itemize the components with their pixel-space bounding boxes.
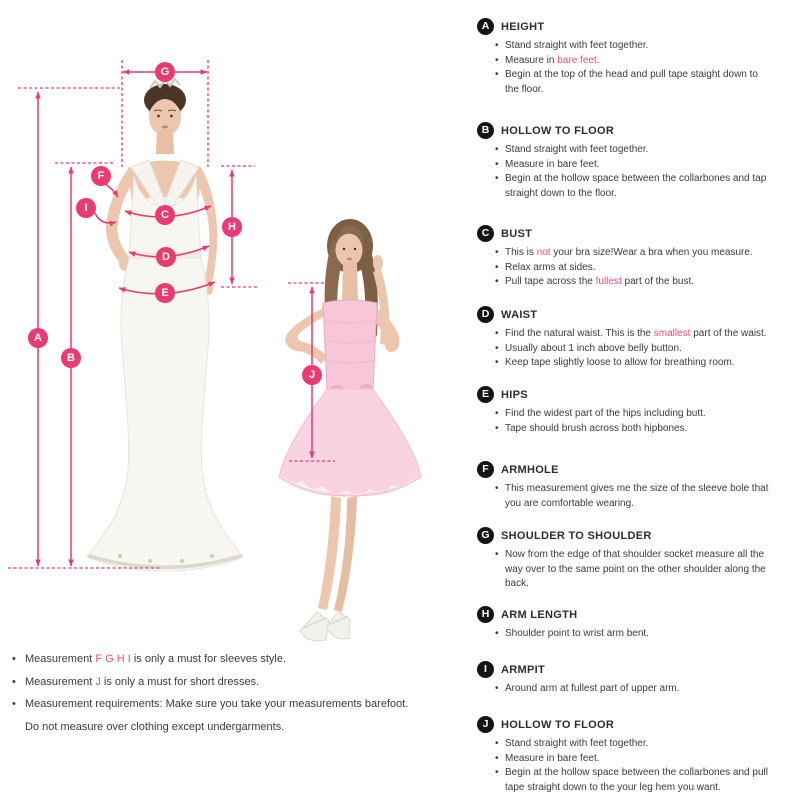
text-segment: is only a must for sleeves style. — [130, 653, 287, 665]
figures-illustration — [0, 0, 470, 650]
text-segment: Find the natural waist. This is the — [505, 328, 654, 339]
section-title: WAIST — [501, 308, 538, 321]
text-segment-highlight: not — [536, 247, 551, 258]
bullet-dot: • — [495, 54, 499, 66]
text-segment-highlight: F G H I — [95, 653, 131, 665]
section-armpit — [477, 661, 799, 697]
instruction — [495, 39, 799, 54]
instruction — [495, 766, 799, 781]
text-segment: part of the bust. — [621, 276, 694, 287]
instruction — [495, 246, 799, 261]
instruction — [495, 327, 799, 342]
instruction — [495, 54, 799, 69]
section-title: SHOULDER TO SHOULDER — [501, 529, 652, 542]
instruction-text — [505, 54, 600, 69]
section-title: ARMHOLE — [501, 463, 559, 476]
instruction-text — [505, 246, 753, 261]
instruction-text — [505, 261, 596, 276]
bullet-dot: • — [495, 261, 499, 273]
letter-badge: A — [477, 18, 494, 35]
bullet-dot: • — [495, 40, 499, 51]
section-arm-length — [477, 606, 799, 642]
text-segment: Measurement — [25, 653, 96, 665]
instruction-text — [505, 482, 768, 497]
footnote — [12, 648, 472, 671]
section-height — [477, 18, 799, 97]
instruction-text — [505, 781, 721, 796]
instruction-text — [505, 682, 680, 697]
text-segment: Keep tape slightly loose to allow for breathing room. — [505, 357, 735, 368]
text-segment: Relax arms at sides. — [505, 261, 596, 273]
text-segment: your bra size!Wear a bra when you measure. — [550, 247, 753, 258]
text-segment-highlight: fullest — [595, 276, 622, 287]
instruction-text — [505, 83, 543, 98]
bullet-dot: • — [495, 144, 499, 155]
text-segment-highlight: J — [95, 675, 101, 688]
section-title: HEIGHT — [501, 20, 545, 33]
instruction-continuation — [495, 187, 799, 202]
section-hips — [477, 386, 799, 436]
section-header — [477, 716, 799, 733]
instruction — [495, 682, 799, 697]
text-segment: Measure in bare feet. — [505, 158, 600, 170]
instruction-text — [505, 275, 694, 290]
section-header — [477, 306, 799, 323]
letter-badge: E — [477, 386, 494, 403]
instruction-text — [505, 39, 648, 54]
text-segment: part of the waist. — [690, 328, 767, 339]
bullet-dot: • — [495, 408, 499, 419]
text-segment: Around arm at fullest part of upper arm. — [505, 683, 680, 694]
measure-label-e: E — [155, 283, 175, 303]
instruction-text — [505, 548, 764, 563]
instruction-continuation — [495, 563, 799, 578]
text-segment: Pull tape across the — [505, 276, 596, 287]
section-title: HOLLOW TO FLOOR — [501, 718, 615, 731]
instruction — [495, 261, 799, 276]
instruction-text — [505, 143, 648, 158]
measure-label-j: J — [302, 365, 322, 385]
footnote-text — [25, 716, 284, 739]
bullet-dot: • — [495, 628, 499, 639]
measure-label-i: I — [76, 198, 96, 218]
instruction-text — [505, 158, 600, 173]
text-segment: Do not measure over clothing except undergarments. — [25, 720, 285, 733]
text-segment: Stand straight with feet together. — [505, 738, 649, 749]
bullet-dot: • — [495, 752, 499, 764]
bullet-dot: • — [495, 69, 499, 80]
section-header — [477, 18, 799, 35]
bullet-dot: • — [495, 247, 499, 258]
instruction — [495, 356, 799, 371]
section-header — [477, 386, 799, 403]
bullet-dot: • — [12, 653, 16, 665]
footnote-text — [25, 693, 408, 716]
instruction-continuation — [495, 83, 799, 98]
instruction — [495, 737, 799, 752]
letter-badge: F — [477, 461, 494, 478]
instruction-text — [505, 422, 687, 437]
section-title: BUST — [501, 227, 533, 240]
bullet-dot: • — [495, 276, 499, 287]
section-hollow-to-floor-short — [477, 716, 799, 795]
bullet-dot: • — [12, 698, 16, 710]
section-armhole — [477, 461, 799, 511]
letter-badge: D — [477, 306, 494, 323]
instruction-text — [505, 342, 682, 357]
section-shoulder-to-shoulder — [477, 527, 799, 592]
text-segment: This measurement gives me the size of the sleeve bole that — [505, 483, 769, 494]
bullet-dot: • — [495, 483, 499, 494]
text-segment-highlight: bare feet. — [557, 54, 600, 66]
text-segment: Measurement requirements: Make sure you take your measurements barefoot. — [25, 698, 409, 710]
text-segment: Tape should brush across both hipbones. — [505, 422, 688, 434]
instruction — [495, 68, 799, 83]
instruction-text — [505, 766, 768, 781]
text-segment: the floor. — [505, 83, 544, 95]
footnote — [12, 671, 472, 694]
short-dress-figure — [279, 219, 421, 641]
bullet-dot: • — [495, 158, 499, 170]
instruction — [495, 275, 799, 290]
bullet-dot: • — [495, 342, 499, 354]
instruction-text — [505, 497, 634, 512]
text-segment: Measure in bare feet. — [505, 752, 600, 764]
measure-label-a: A — [28, 328, 48, 348]
instruction-text — [505, 68, 758, 83]
text-segment: Usually about 1 inch above belly button. — [505, 342, 682, 354]
text-segment: Stand straight with feet together. — [505, 144, 649, 155]
instruction — [495, 422, 799, 437]
text-segment: is only a must for short dresses. — [100, 675, 260, 688]
letter-badge: I — [477, 661, 494, 678]
text-segment: you are comfortable wearing. — [505, 497, 634, 509]
text-segment: back. — [505, 578, 529, 589]
instruction-text — [505, 577, 529, 592]
section-title: HOLLOW TO FLOOR — [501, 124, 615, 137]
instruction-continuation — [495, 781, 799, 796]
bullet-dot: • — [495, 767, 499, 778]
instruction-continuation — [495, 577, 799, 592]
text-segment: Now from the edge of that shoulder socket measure all the — [505, 549, 765, 560]
section-bust — [477, 225, 799, 290]
instruction-text — [505, 752, 600, 767]
instruction-text — [505, 627, 649, 642]
instruction-text — [505, 563, 766, 578]
instruction — [495, 627, 799, 642]
bullet-dot: • — [495, 549, 499, 560]
text-segment: Measurement — [25, 675, 96, 688]
instruction-text — [505, 187, 617, 202]
instruction — [495, 548, 799, 563]
instruction — [495, 143, 799, 158]
text-segment: Begin at the hollow space between the collarbones and tap — [505, 173, 767, 184]
measure-label-h: H — [222, 217, 242, 237]
instruction-text — [505, 172, 766, 187]
footnote-text — [25, 671, 259, 694]
text-segment: Measure in — [505, 54, 558, 66]
section-header — [477, 461, 799, 478]
section-hollow-to-floor — [477, 122, 799, 201]
letter-badge: B — [477, 122, 494, 139]
text-segment: Begin at the top of the head and pull tape staight down to — [505, 69, 758, 80]
letter-badge: C — [477, 225, 494, 242]
text-segment: straight down to the floor. — [505, 187, 617, 199]
measure-label-c: C — [155, 205, 175, 225]
instruction-text — [505, 737, 648, 752]
section-waist — [477, 306, 799, 371]
bullet-dot: • — [495, 738, 499, 749]
instruction — [495, 342, 799, 357]
section-header — [477, 122, 799, 139]
section-header — [477, 661, 799, 678]
text-segment-highlight: smallest — [653, 328, 691, 339]
footnote — [12, 693, 472, 716]
instruction-text — [505, 327, 767, 342]
section-header — [477, 606, 799, 623]
bullet-dot: • — [12, 675, 16, 688]
measure-label-d: D — [156, 247, 176, 267]
bullet-dot: • — [495, 357, 499, 368]
measure-label-g: G — [155, 62, 175, 82]
instruction — [495, 172, 799, 187]
bullet-dot: • — [495, 173, 499, 184]
section-title: ARMPIT — [501, 663, 545, 676]
measure-label-f: F — [91, 166, 111, 186]
bullet-dot: • — [495, 328, 499, 339]
text-segment: tape straight down to the your leg hem you want. — [505, 781, 721, 793]
section-title: ARM LENGTH — [501, 608, 578, 621]
text-segment: way over to the same point on the other shoulder along the — [505, 563, 766, 575]
instruction-text — [505, 407, 706, 422]
instruction — [495, 407, 799, 422]
bullet-dot: • — [495, 683, 499, 694]
letter-badge: H — [477, 606, 494, 623]
text-segment: Stand straight with feet together. — [505, 40, 649, 51]
footnotes — [12, 648, 472, 738]
footnote-continuation — [12, 716, 472, 739]
text-segment: Begin at the hollow space between the collarbones and pull — [505, 767, 768, 778]
measure-label-b: B — [61, 348, 81, 368]
section-header — [477, 225, 799, 242]
text-segment: Shoulder point to wrist arm bent. — [505, 628, 649, 639]
instruction-continuation — [495, 497, 799, 512]
bride-figure — [87, 79, 243, 571]
instruction — [495, 752, 799, 767]
text-segment: Find the widest part of the hips including butt. — [505, 408, 706, 419]
section-title: HIPS — [501, 388, 528, 401]
bullet-dot: • — [495, 422, 499, 434]
text-segment: This is — [505, 247, 537, 258]
section-header — [477, 527, 799, 544]
letter-badge: J — [477, 716, 494, 733]
footnote-text — [25, 648, 286, 671]
letter-badge: G — [477, 527, 494, 544]
instruction-text — [505, 356, 735, 371]
instruction — [495, 158, 799, 173]
instruction — [495, 482, 799, 497]
